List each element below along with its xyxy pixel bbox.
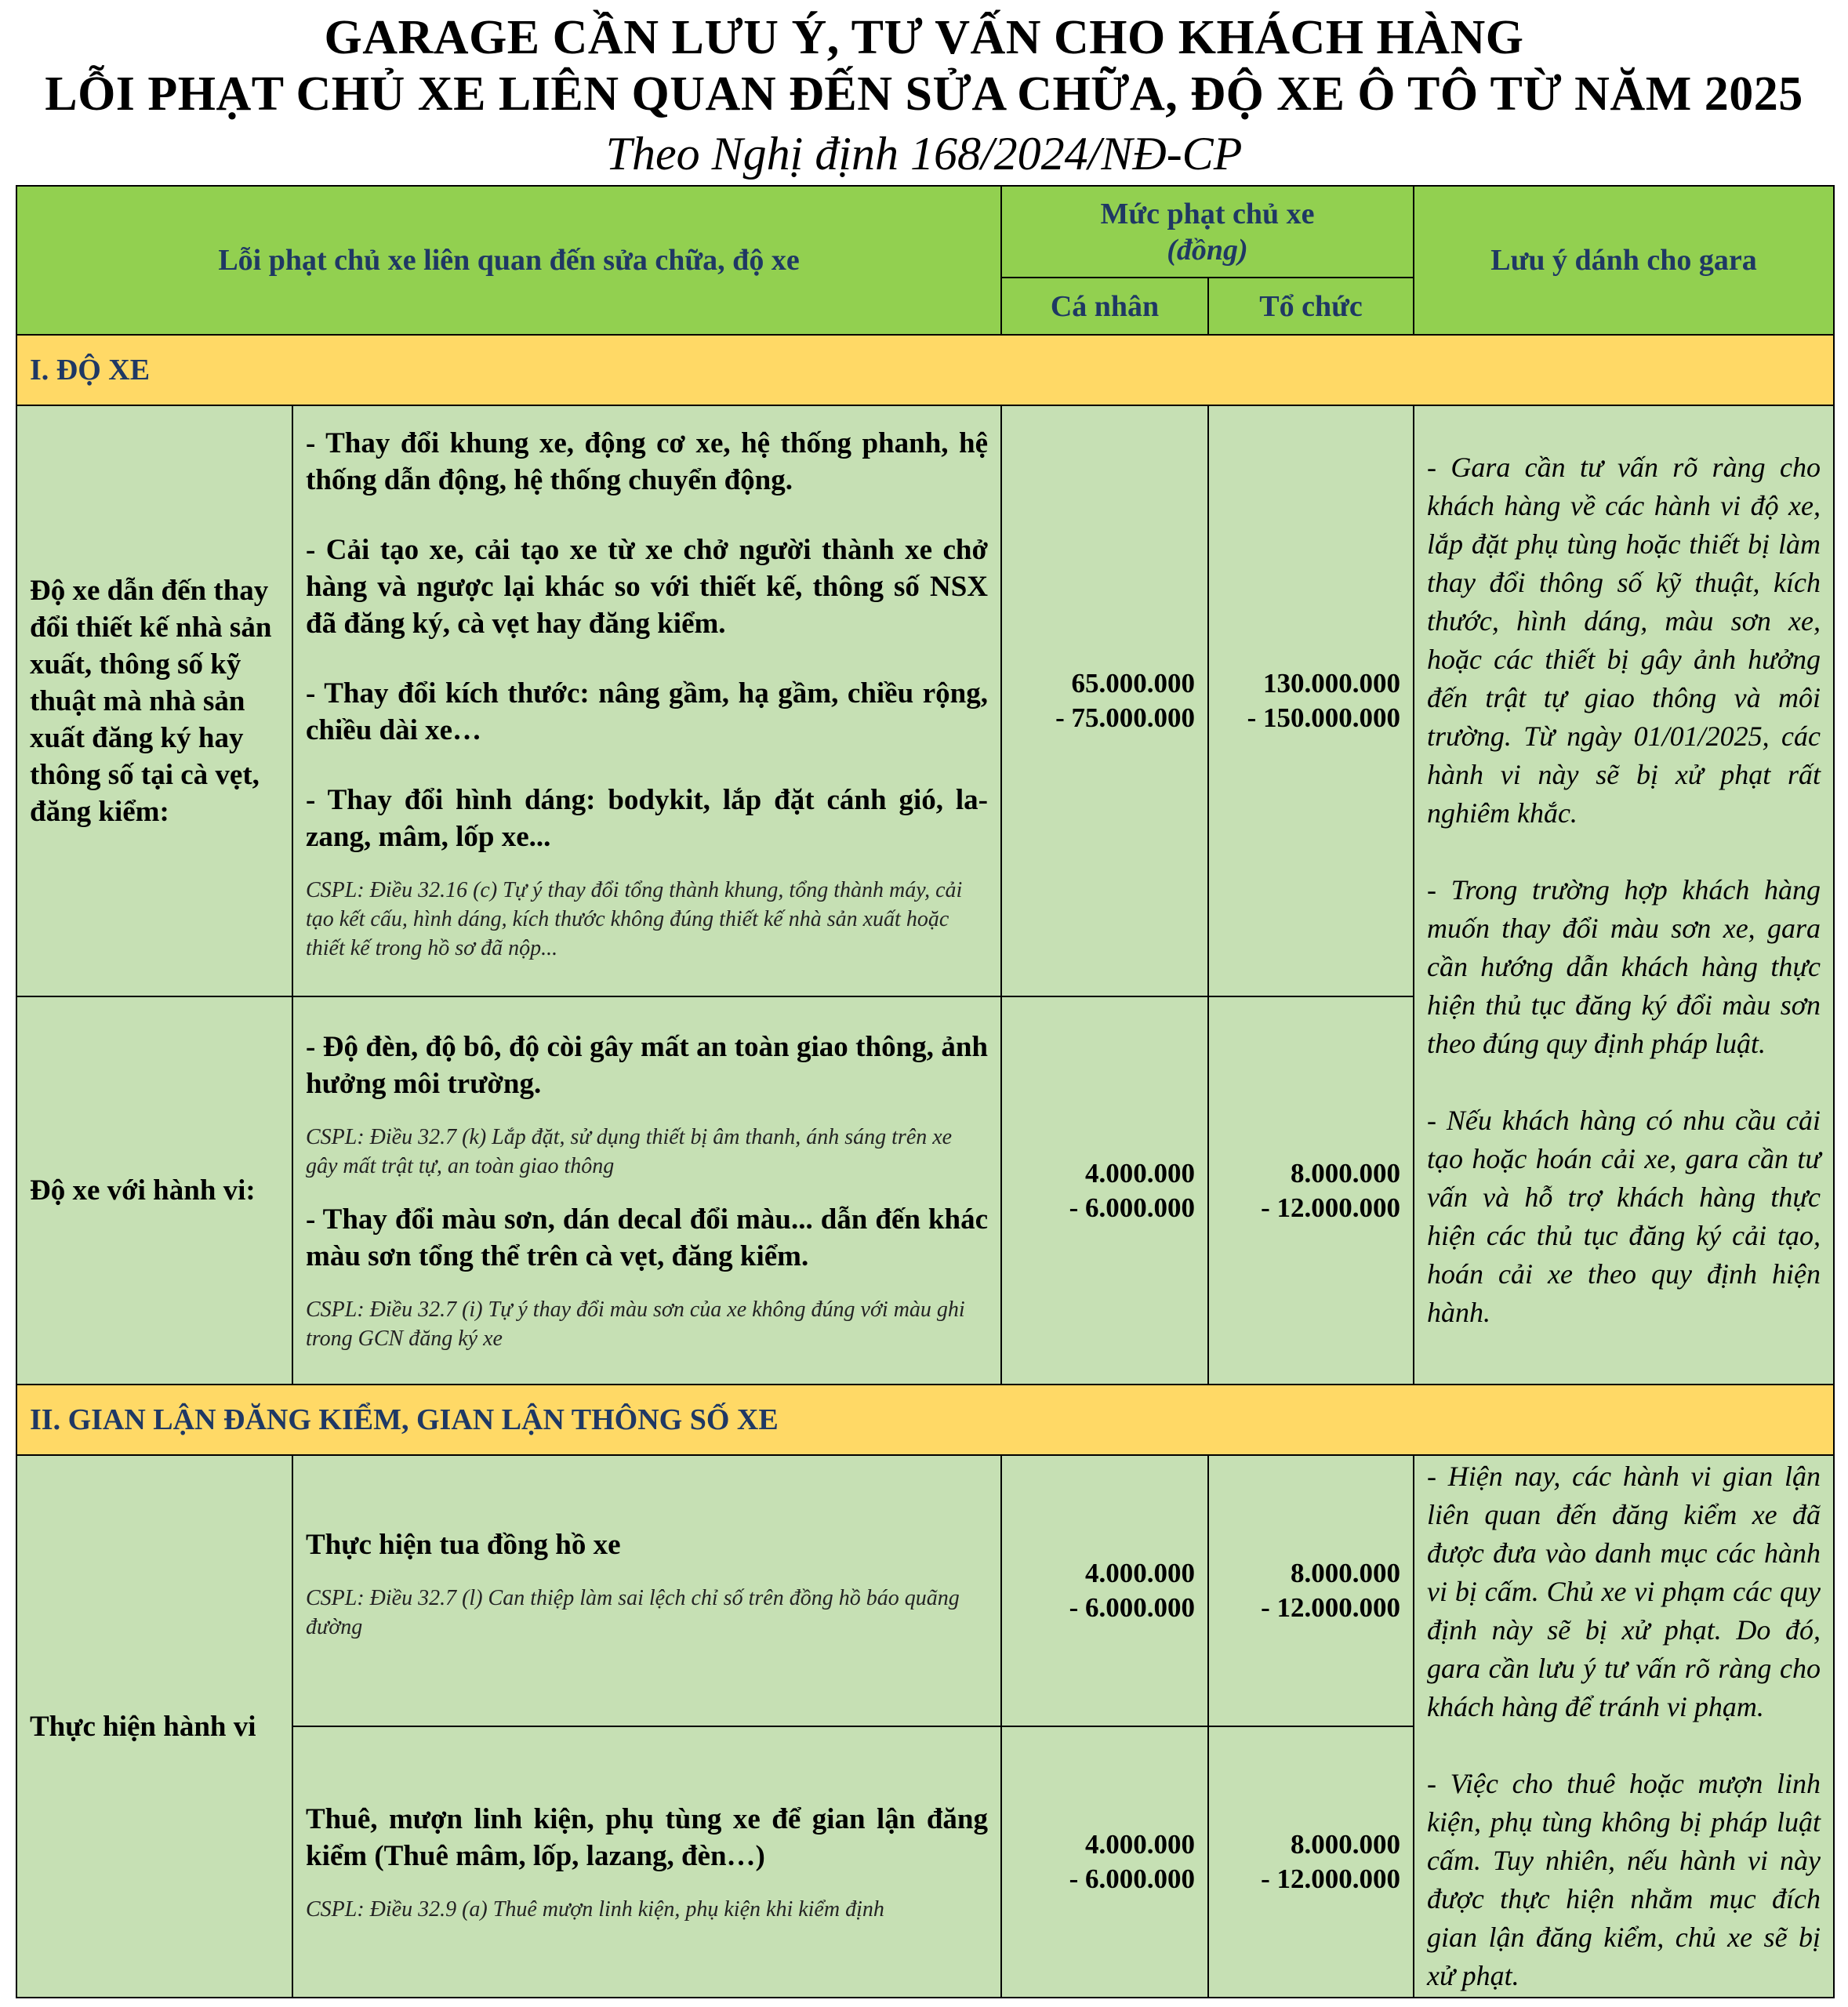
title-block xyxy=(0,0,1848,182)
fine-min: 8.000.000 xyxy=(1291,1558,1400,1588)
garage-note xyxy=(1414,1455,1834,1998)
fine-min: 130.000.000 xyxy=(1263,668,1400,699)
fine-max: - 6.000.000 xyxy=(1069,1864,1195,1894)
violation-item: - Thay đổi hình dáng: bodykit, lắp đặt cánh gió, la-zang, mâm, lốp xe... xyxy=(306,784,988,853)
violation-description xyxy=(292,996,1001,1385)
note-paragraph: - Trong trường hợp khách hàng muốn thay đổi màu sơn xe, gara cần hướng dẫn khách hàng thực hiện thủ tục đăng ký đổi màu sơn theo đúng quy định pháp luật. xyxy=(1427,874,1821,1059)
legal-basis: CSPL: Điều 32.9 (a) Thuê mượn linh kiện, phụ kiện khi kiểm định xyxy=(306,1896,884,1922)
page-title-line1: GARAGE CẦN LƯU Ý, TƯ VẤN CHO KHÁCH HÀNG xyxy=(324,11,1524,64)
fine-min: 65.000.000 xyxy=(1071,668,1195,699)
fine-min: 8.000.000 xyxy=(1291,1157,1400,1189)
violation-item: Thực hiện tua đồng hồ xe xyxy=(306,1529,621,1561)
fine-max: - 75.000.000 xyxy=(1055,702,1195,733)
garage-note xyxy=(1414,405,1834,1385)
legal-basis: CSPL: Điều 32.7 (l) Can thiệp làm sai lệch chỉ số trên đồng hồ báo quãng đường xyxy=(306,1586,960,1639)
fine-individual xyxy=(1001,405,1208,996)
violation-item: - Thay đổi khung xe, động cơ xe, hệ thống phanh, hệ thống dẫn động, hệ thống chuyển động. xyxy=(306,427,988,496)
header-organization: Tổ chức xyxy=(1208,278,1414,335)
row-label: Thực hiện hành vi xyxy=(16,1455,292,1998)
violation-item: - Độ đèn, độ bô, độ còi gây mất an toàn giao thông, ảnh hưởng môi trường. xyxy=(306,1031,988,1100)
header-note: Lưu ý dánh cho gara xyxy=(1414,186,1834,335)
fines-table xyxy=(16,185,1835,1998)
page-title-line2: LỖI PHẠT CHỦ XE LIÊN QUAN ĐẾN SỬA CHỮA, ĐỘ XE Ô TÔ TỪ NĂM 2025 xyxy=(45,67,1803,121)
page-subtitle: Theo Nghị định 168/2024/NĐ-CP xyxy=(605,128,1243,180)
fine-individual xyxy=(1001,1726,1208,1998)
fine-min: 4.000.000 xyxy=(1085,1829,1195,1860)
violation-item: - Thay đổi màu sơn, dán decal đổi màu... dẫn đến khác màu sơn tổng thể trên cà vẹt, đăng kiểm. xyxy=(306,1203,988,1272)
fine-min: 4.000.000 xyxy=(1085,1157,1195,1189)
header-violation: Lỗi phạt chủ xe liên quan đến sửa chữa, độ xe xyxy=(16,186,1001,335)
legal-basis: CSPL: Điều 32.16 (c) Tự ý thay đổi tổng thành khung, tổng thành máy, cải tạo kết cấu, hình dáng, kích thước không đúng thiết kế nhà sản xuất hoặc thiết kế trong hồ sơ đã nộp... xyxy=(306,878,963,960)
violation-description xyxy=(292,1455,1001,1726)
fine-max: - 6.000.000 xyxy=(1069,1592,1195,1623)
fine-organization xyxy=(1208,1726,1414,1998)
legal-basis: CSPL: Điều 32.7 (k) Lắp đặt, sử dụng thiết bị âm thanh, ánh sáng trên xe gây mất trật tự, an toàn giao thông xyxy=(306,1125,953,1178)
header-individual: Cá nhân xyxy=(1001,278,1208,335)
fine-min: 8.000.000 xyxy=(1291,1829,1400,1860)
note-paragraph: - Gara cần tư vấn rõ ràng cho khách hàng về các hành vi độ xe, lắp đặt phụ tùng hoặc thiết bị làm thay đổi thông số kỹ thuật, kích thước, hình dáng, màu sơn xe, hoặc các thiết bị gây ảnh hưởng đến trật tự giao thông và môi trường. Từ ngày 01/01/2025, các hành vi này sẽ bị xử phạt rất nghiêm khắc. xyxy=(1427,452,1821,829)
violation-description xyxy=(292,1726,1001,1998)
header-fine-unit: (đồng) xyxy=(1167,233,1248,267)
fine-min: 4.000.000 xyxy=(1085,1558,1195,1588)
note-paragraph: - Việc cho thuê hoặc mượn linh kiện, phụ tùng không bị pháp luật cấm. Tuy nhiên, nếu hành vi này được thực hiện nhằm mục đích gian lận đăng kiểm, chủ xe sẽ bị xử phạt. xyxy=(1427,1768,1821,1991)
fine-organization xyxy=(1208,1455,1414,1726)
violation-item: Thuê, mượn linh kiện, phụ tùng xe để gian lận đăng kiểm (Thuê mâm, lốp, lazang, đèn…) xyxy=(306,1802,988,1872)
violation-description xyxy=(292,405,1001,996)
fine-max: - 12.000.000 xyxy=(1261,1864,1400,1894)
section-title-1: I. ĐỘ XE xyxy=(16,335,1834,405)
fine-organization xyxy=(1208,996,1414,1385)
fine-max: - 150.000.000 xyxy=(1247,702,1400,733)
section-title-2: II. GIAN LẬN ĐĂNG KIỂM, GIAN LẬN THÔNG SỐ XE xyxy=(16,1385,1834,1455)
header-fine-title: Mức phạt chủ xe xyxy=(1100,197,1315,230)
fine-individual xyxy=(1001,996,1208,1385)
row-label: Độ xe dẫn đến thay đổi thiết kế nhà sản xuất, thông số kỹ thuật mà nhà sản xuất đăng ký hay thông số tại cà vẹt, đăng kiểm: xyxy=(16,405,292,996)
header-fine xyxy=(1001,186,1414,278)
violation-item: - Cải tạo xe, cải tạo xe từ xe chở người thành xe chở hàng và ngược lại khác so với thiết kế, thông số NSX đã đăng ký, cà vẹt hay đăng kiểm. xyxy=(306,534,988,640)
fine-individual xyxy=(1001,1455,1208,1726)
legal-basis: CSPL: Điều 32.7 (i) Tự ý thay đổi màu sơn của xe không đúng với màu ghi trong GCN đăng ký xe xyxy=(306,1297,965,1351)
fine-max: - 12.000.000 xyxy=(1261,1192,1400,1223)
note-paragraph: - Nếu khách hàng có nhu cầu cải tạo hoặc hoán cải xe, gara cần tư vấn và hỗ trợ khách hàng thực hiện các thủ tục đăng ký cải tạo, hoán cải xe theo quy định hiện hành. xyxy=(1427,1105,1821,1328)
fine-max: - 6.000.000 xyxy=(1069,1192,1195,1223)
fine-max: - 12.000.000 xyxy=(1261,1592,1400,1623)
fine-organization xyxy=(1208,405,1414,996)
note-paragraph: - Hiện nay, các hành vi gian lận liên quan đến đăng kiểm xe đã được đưa vào danh mục các hành vi bị cấm. Chủ xe vi phạm các quy định này sẽ bị xử phạt. Do đó, gara cần lưu ý tư vấn rõ ràng cho khách hàng để tránh vi phạm. xyxy=(1427,1461,1821,1722)
row-label: Độ xe với hành vi: xyxy=(16,996,292,1385)
violation-item: - Thay đổi kích thước: nâng gầm, hạ gầm, chiều rộng, chiều dài xe… xyxy=(306,677,988,746)
